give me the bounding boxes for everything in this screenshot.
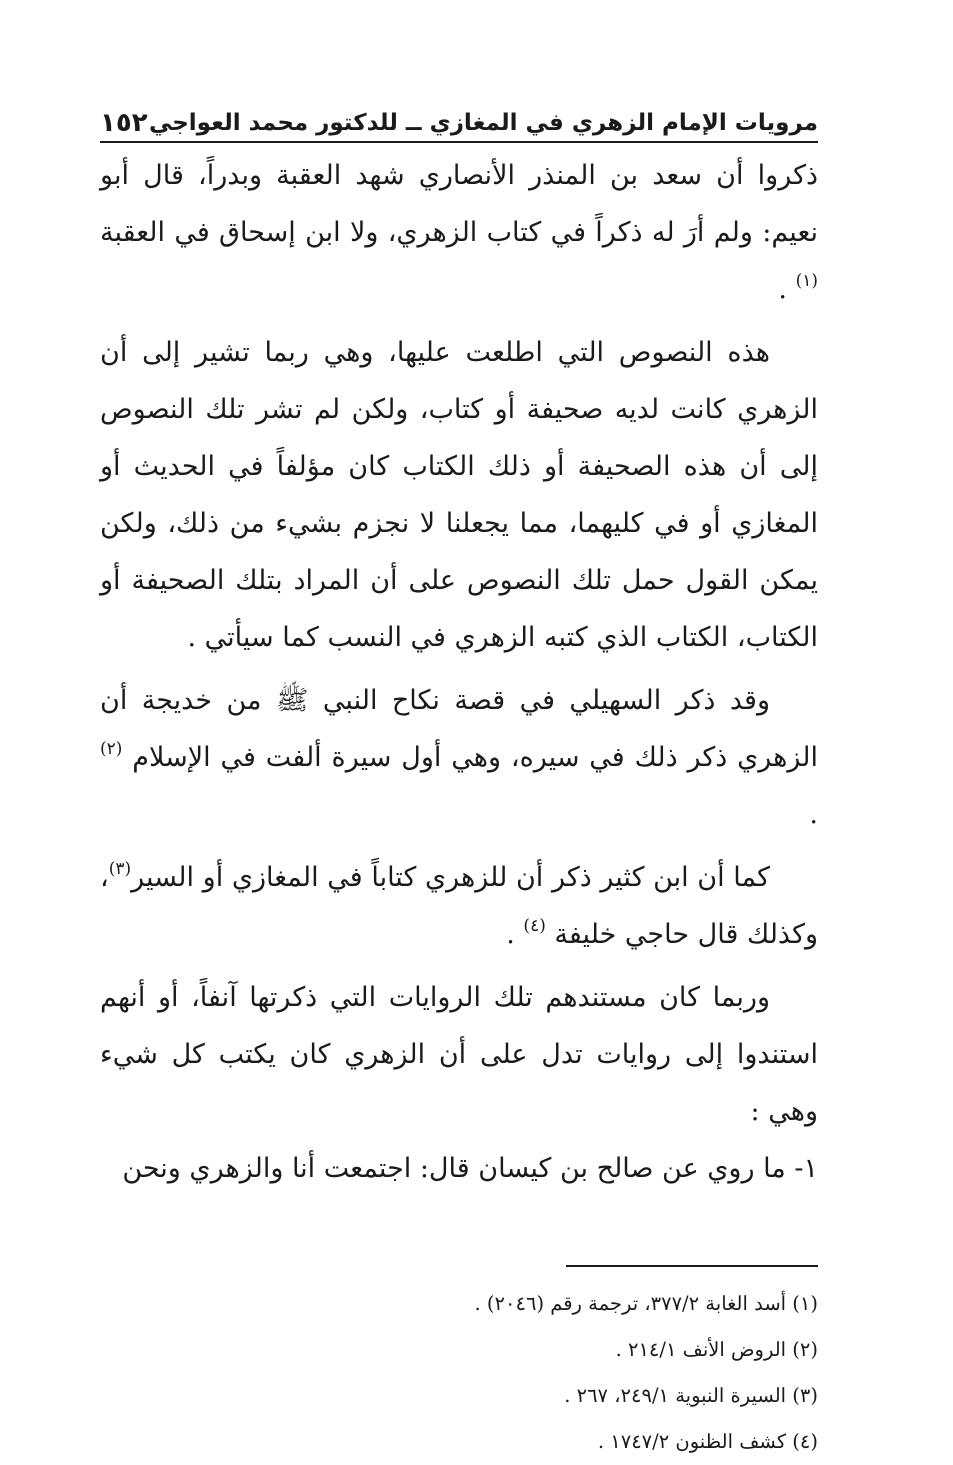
footnote-1: (١) أسد الغابة ٣٧٧/٢، ترجمة رقم (٢٠٤٦) . <box>474 1292 818 1315</box>
footnotes <box>100 1281 818 1465</box>
footnote-4: (٤) كشف الظنون ١٧٤٧/٢ . <box>597 1430 818 1453</box>
paragraph-5: وربما كان مستندهم تلك الروايات التي ذكرتها آنفاً، أو أنهم استندوا إلى روايات تدل على أن الزهري كان يكتب كل شيء وهي : <box>100 982 818 1127</box>
footnote-ref-3: (٣) <box>108 859 132 879</box>
footnote-ref-4: (٤) <box>523 916 546 936</box>
footnote-2: (٢) الروض الأنف ٢١٤/١ . <box>615 1338 818 1361</box>
paragraph-6: ١- ما روي عن صالح بن كيسان قال: اجتمعت أنا والزهري ونحن <box>122 1153 818 1184</box>
page-number: ١٥٢ <box>100 108 148 138</box>
running-header <box>100 108 818 143</box>
footnote-ref-2: (٢) <box>100 739 123 759</box>
body-text <box>100 147 818 1197</box>
document-page <box>100 108 818 1465</box>
paragraph-3: وقد ذكر السهيلي في قصة نكاح النبي ﷺ من خديجة أن الزهري ذكر ذلك في سيره، وهي أول سيرة ألفت في الإسلام $^{(٢)}$ . <box>100 685 818 830</box>
footnote-separator <box>566 1265 818 1267</box>
footnote-3: (٣) السيرة النبوية ٢٤٩/١، ٢٦٧ . <box>564 1384 818 1407</box>
paragraph-1: ذكروا أن سعد بن المنذر الأنصاري شهد العقبة وبدراً، قال أبو نعيم: ولم أرَ له ذكراً في كتاب الزهري، ولا ابن إسحاق في العقبة $^{(١)}$ . <box>100 160 818 305</box>
footnote-ref-1: (١) <box>795 271 818 291</box>
header-title: مرويات الإمام الزهري في المغازي ــ للدكتور محمد العواجي <box>148 110 818 136</box>
paragraph-4: كما أن ابن كثير ذكر أن للزهري كتاباً في المغازي أو السير$^{(٣)}$، وكذلك قال حاجي خليفة $^{(٤)}$ . <box>100 859 818 950</box>
paragraph-2: هذه النصوص التي اطلعت عليها، وهي ربما تشير إلى أن الزهري كانت لديه صحيفة أو كتاب، ولكن لم تشر تلك النصوص إلى أن هذه الصحيفة أو ذلك الكتاب كان مؤلفاً في الحديث أو المغازي أو في كليهما، مما يجعلنا لا نجزم بشيء من ذلك، ولكن يمكن القول حمل تلك النصوص على أن المراد بتلك الصحيفة أو الكتاب، الكتاب الذي كتبه الزهري في النسب كما سيأتي . <box>100 337 818 653</box>
